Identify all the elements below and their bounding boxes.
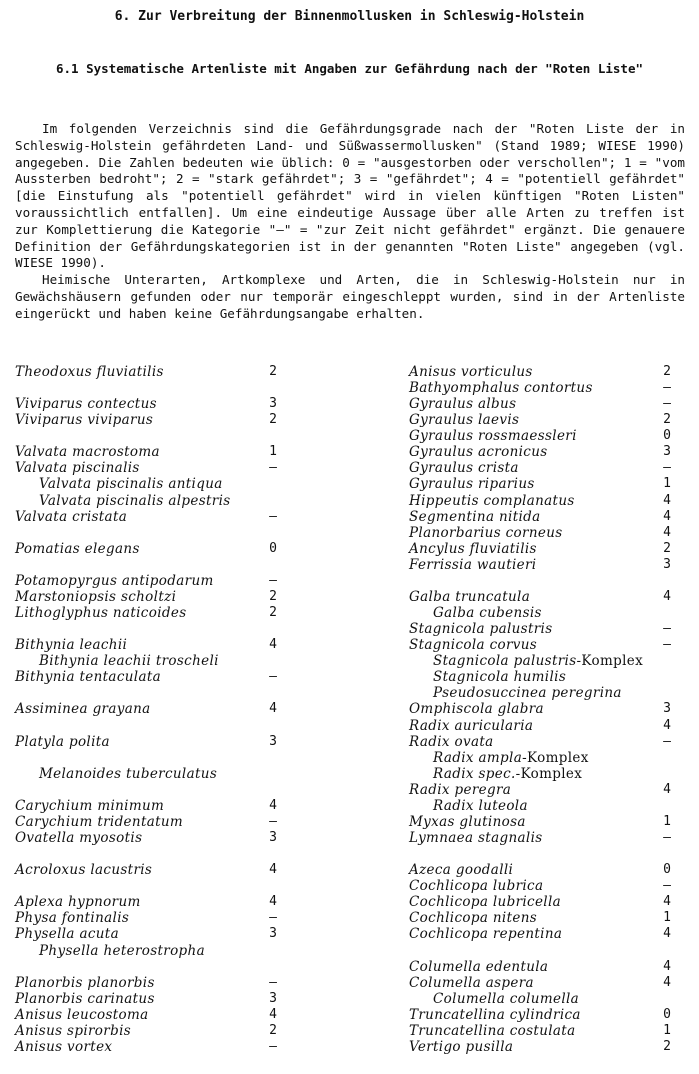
species-name: Stagnicola corvus bbox=[409, 637, 538, 654]
species-name: Myxas glutinosa bbox=[409, 813, 526, 830]
species-entry bbox=[15, 605, 315, 621]
species-entry bbox=[409, 653, 699, 669]
species-entry bbox=[409, 396, 699, 412]
species-name: Planorbis carinatus bbox=[15, 990, 155, 1007]
species-entry bbox=[409, 798, 699, 814]
intro-paragraph-2: Heimische Unterarten, Artkomplexe und Arten, die in Schleswig-Holstein nur in Gewächshäusern gefunden oder nur temporär eingeschleppt wurden, sind in der Artenliste eingerückt und haben keine Gefährdungsangabe erhalten. bbox=[15, 272, 685, 321]
species-entry bbox=[409, 589, 699, 605]
section-heading: 6. Zur Verbreitung der Binnenmollusken in Schleswig-Holstein bbox=[114, 9, 585, 24]
species-name: Valvata macrostoma bbox=[15, 444, 160, 461]
threat-category: 2 bbox=[663, 540, 671, 556]
threat-category: 3 bbox=[663, 444, 671, 460]
species-entry bbox=[15, 653, 315, 669]
species-entry bbox=[409, 862, 699, 878]
species-name: Physella heterostropha bbox=[39, 942, 205, 959]
threat-category: – bbox=[663, 830, 671, 846]
species-entry bbox=[15, 412, 315, 428]
species-name: Bathyomphalus contortus bbox=[409, 380, 593, 397]
complex-suffix: -Komplex bbox=[522, 749, 589, 766]
species-entry bbox=[409, 718, 699, 734]
species-entry bbox=[15, 493, 315, 509]
species-entry bbox=[15, 766, 315, 782]
species-entry bbox=[15, 943, 315, 959]
species-name: Cochlicopa repentina bbox=[409, 926, 563, 943]
species-entry bbox=[15, 444, 315, 460]
threat-category: – bbox=[269, 669, 277, 685]
species-name: Cochlicopa lubricella bbox=[409, 894, 562, 911]
species-entry bbox=[409, 830, 699, 846]
threat-category: 1 bbox=[663, 476, 671, 492]
species-name: Anisus leucostoma bbox=[15, 1006, 149, 1023]
species-entry bbox=[15, 701, 315, 717]
species-name: Bithynia leachii bbox=[15, 637, 128, 654]
threat-category: 4 bbox=[269, 797, 277, 813]
species-entry bbox=[409, 734, 699, 750]
threat-category: 2 bbox=[663, 364, 671, 379]
species-entry bbox=[15, 509, 315, 525]
species-name: Gyraulus acronicus bbox=[409, 444, 548, 461]
species-entry bbox=[409, 878, 699, 894]
threat-category: – bbox=[663, 878, 671, 894]
threat-category: 3 bbox=[663, 556, 671, 572]
species-entry bbox=[409, 428, 699, 444]
species-name: Radix ampla-Komplex bbox=[433, 749, 589, 766]
species-name: Gyraulus crista bbox=[409, 460, 519, 477]
species-name: Omphiscola glabra bbox=[409, 701, 544, 718]
threat-category: 2 bbox=[269, 412, 277, 428]
threat-category: 4 bbox=[269, 894, 277, 910]
species-name: Carychium minimum bbox=[15, 797, 165, 814]
threat-category: 4 bbox=[269, 1006, 277, 1022]
threat-category: – bbox=[663, 380, 671, 396]
species-entry bbox=[409, 991, 699, 1007]
threat-category: – bbox=[663, 460, 671, 476]
species-name: Lymnaea stagnalis bbox=[409, 830, 543, 847]
species-entry bbox=[15, 1007, 315, 1023]
species-entry bbox=[409, 685, 699, 701]
species-name: Pomatias elegans bbox=[15, 540, 140, 557]
species-entry bbox=[409, 814, 699, 830]
species-name: Truncatellina costulata bbox=[409, 1022, 576, 1039]
species-name: Valvata piscinalis antiqua bbox=[39, 476, 223, 493]
species-name: Radix ovata bbox=[409, 733, 494, 750]
species-entry bbox=[15, 798, 315, 814]
species-entry bbox=[15, 894, 315, 910]
species-entry bbox=[409, 910, 699, 926]
species-entry bbox=[409, 701, 699, 717]
threat-category: 4 bbox=[663, 781, 671, 797]
species-name: Pseudosuccinea peregrina bbox=[433, 685, 622, 702]
species-entry bbox=[15, 991, 315, 1007]
species-name: Assiminea grayana bbox=[15, 701, 151, 718]
species-entry bbox=[15, 926, 315, 942]
threat-category: 4 bbox=[269, 637, 277, 653]
threat-category: – bbox=[663, 396, 671, 412]
species-entry bbox=[15, 830, 315, 846]
species-entry bbox=[15, 1023, 315, 1039]
species-entry bbox=[409, 493, 699, 509]
species-name: Theodoxus fluviatilis bbox=[15, 364, 164, 380]
species-entry bbox=[409, 637, 699, 653]
intro-paragraph-1: Im folgenden Verzeichnis sind die Gefährdungsgrade nach der "Roten Liste der in Schleswig-Holstein gefährdeten Land- und Süßwassermollusken" (Stand 1989; WIESE 1990) angegeben. Die Zahlen bedeuten wie üblich: 0 = "ausgestorben oder verschollen"; 1 = "vom Aussterben bedroht"; 2 = "stark gefährdet"; 3 = "gefährdet"; 4 = "potentiell gefährdet" [die Einstufung als "potentiell gefährdet" wird in vielen künftigen "Roten Listen" voraussichtlich entfallen]. Um eine eindeutige Aussage über alle Arten zu treffen ist zur Komplettierung die Kategorie "–" = "zur Zeit nicht gefährdet" ergänzt. Die genauere Definition der Gefährdungskategorien ist in der genannten "Roten Liste" angegeben (vgl. WIESE 1990). bbox=[15, 121, 685, 271]
complex-suffix: -Komplex bbox=[515, 765, 583, 782]
threat-category: 2 bbox=[269, 1022, 277, 1038]
species-name: Physella acuta bbox=[15, 926, 119, 943]
species-entry bbox=[15, 910, 315, 926]
threat-category: 4 bbox=[663, 894, 671, 910]
species-entry bbox=[409, 444, 699, 460]
species-name: Marstoniopsis scholtzi bbox=[15, 588, 177, 605]
species-name: Valvata piscinalis alpestris bbox=[39, 492, 231, 509]
threat-category: 4 bbox=[663, 958, 671, 974]
species-entry bbox=[409, 380, 699, 396]
subsection-heading: 6.1 Systematische Artenliste mit Angaben zur Gefährdung nach der "Roten Liste" bbox=[56, 61, 643, 76]
species-entry bbox=[15, 364, 315, 380]
species-entry bbox=[15, 541, 315, 557]
threat-category: 1 bbox=[269, 444, 277, 460]
threat-category: – bbox=[269, 572, 277, 588]
threat-category: 4 bbox=[663, 588, 671, 604]
threat-category: 4 bbox=[663, 717, 671, 733]
threat-category: 4 bbox=[269, 701, 277, 717]
complex-suffix: -Komplex bbox=[576, 653, 644, 670]
species-name: Gyraulus rossmaessleri bbox=[409, 428, 577, 445]
species-entry bbox=[15, 1039, 315, 1055]
species-name: Hippeutis complanatus bbox=[409, 492, 575, 509]
species-name: Stagnicola palustris bbox=[409, 621, 553, 638]
species-name: Radix peregra bbox=[409, 781, 512, 798]
intro-text bbox=[15, 121, 685, 323]
species-name: Gyraulus albus bbox=[409, 396, 517, 413]
threat-category: 0 bbox=[269, 540, 277, 556]
species-name: Segmentina nitida bbox=[409, 508, 541, 525]
threat-category: 4 bbox=[663, 508, 671, 524]
species-entry bbox=[409, 1007, 699, 1023]
species-name: Radix spec.-Komplex bbox=[433, 765, 583, 782]
species-entry bbox=[409, 894, 699, 910]
species-name: Anisus spirorbis bbox=[15, 1022, 132, 1039]
threat-category: – bbox=[269, 974, 277, 990]
threat-category: – bbox=[269, 1038, 277, 1054]
species-entry bbox=[409, 926, 699, 942]
species-name: Galba cubensis bbox=[433, 605, 542, 622]
species-entry bbox=[409, 364, 699, 380]
species-entry bbox=[409, 669, 699, 685]
threat-category: – bbox=[663, 621, 671, 637]
species-entry bbox=[409, 541, 699, 557]
species-name: Lithoglyphus naticoides bbox=[15, 605, 187, 622]
species-name: Ovatella myosotis bbox=[15, 830, 143, 847]
species-name: Melanoides tuberculatus bbox=[39, 765, 218, 782]
threat-category: 0 bbox=[663, 1006, 671, 1022]
species-name: Carychium tridentatum bbox=[15, 813, 184, 830]
species-name: Potamopyrgus antipodarum bbox=[15, 572, 214, 589]
species-name: Aplexa hypnorum bbox=[15, 894, 141, 911]
species-name: Acroloxus lacustris bbox=[15, 862, 153, 879]
threat-category: 3 bbox=[663, 701, 671, 717]
threat-category: – bbox=[269, 508, 277, 524]
threat-category: – bbox=[663, 637, 671, 653]
species-name: Bithynia leachii troscheli bbox=[39, 653, 219, 670]
species-name: Anisus vorticulus bbox=[409, 364, 533, 380]
species-name: Stagnicola humilis bbox=[433, 669, 567, 686]
species-entry bbox=[15, 975, 315, 991]
threat-category: 2 bbox=[663, 1038, 671, 1054]
species-entry bbox=[409, 509, 699, 525]
species-entry bbox=[15, 396, 315, 412]
threat-category: 2 bbox=[269, 605, 277, 621]
threat-category: 3 bbox=[269, 990, 277, 1006]
species-name: Valvata cristata bbox=[15, 508, 128, 525]
species-name: Physa fontinalis bbox=[15, 910, 130, 927]
threat-category: 3 bbox=[269, 830, 277, 846]
species-entry bbox=[409, 557, 699, 573]
species-entry bbox=[409, 766, 699, 782]
species-name: Viviparus viviparus bbox=[15, 412, 154, 429]
species-name: Gyraulus laevis bbox=[409, 412, 520, 429]
species-name: Valvata piscinalis bbox=[15, 460, 140, 477]
threat-category: 2 bbox=[269, 364, 277, 379]
threat-category: 4 bbox=[663, 974, 671, 990]
species-entry bbox=[15, 637, 315, 653]
threat-category: – bbox=[269, 460, 277, 476]
species-name: Truncatellina cylindrica bbox=[409, 1006, 581, 1023]
species-name: Bithynia tentaculata bbox=[15, 669, 162, 686]
species-name: Vertigo pusilla bbox=[409, 1038, 514, 1055]
species-entry bbox=[409, 460, 699, 476]
species-entry bbox=[15, 476, 315, 492]
threat-category: 3 bbox=[269, 396, 277, 412]
species-entry bbox=[409, 959, 699, 975]
species-entry bbox=[15, 573, 315, 589]
species-entry bbox=[409, 605, 699, 621]
threat-category: 1 bbox=[663, 1022, 671, 1038]
species-name: Planorbarius corneus bbox=[409, 524, 563, 541]
species-entry bbox=[409, 782, 699, 798]
species-name: Anisus vortex bbox=[15, 1038, 113, 1055]
threat-category: 4 bbox=[269, 862, 277, 878]
species-name: Cochlicopa lubrica bbox=[409, 878, 544, 895]
species-name: Galba truncatula bbox=[409, 588, 531, 605]
species-entry bbox=[15, 669, 315, 685]
species-name: Radix luteola bbox=[433, 797, 528, 814]
threat-category: 4 bbox=[663, 492, 671, 508]
species-entry bbox=[15, 589, 315, 605]
threat-category: 3 bbox=[269, 926, 277, 942]
species-name: Columella aspera bbox=[409, 974, 534, 991]
species-entry bbox=[15, 862, 315, 878]
species-entry bbox=[409, 525, 699, 541]
threat-category: – bbox=[663, 733, 671, 749]
species-entry bbox=[409, 476, 699, 492]
species-name: Platyla polita bbox=[15, 733, 110, 750]
species-name: Columella edentula bbox=[409, 958, 549, 975]
threat-category: 2 bbox=[269, 588, 277, 604]
threat-category: 4 bbox=[663, 524, 671, 540]
species-name: Columella columella bbox=[433, 990, 580, 1007]
threat-category: 1 bbox=[663, 813, 671, 829]
threat-category: 1 bbox=[663, 910, 671, 926]
threat-category: – bbox=[269, 813, 277, 829]
species-entry bbox=[15, 814, 315, 830]
species-entry bbox=[409, 412, 699, 428]
species-entry bbox=[15, 734, 315, 750]
species-name: Viviparus contectus bbox=[15, 396, 157, 413]
species-name: Ferrissia wautieri bbox=[409, 556, 537, 573]
species-name: Cochlicopa nitens bbox=[409, 910, 538, 927]
species-entry bbox=[409, 1023, 699, 1039]
threat-category: 2 bbox=[663, 412, 671, 428]
threat-category: – bbox=[269, 910, 277, 926]
species-entry bbox=[409, 1039, 699, 1055]
species-entry bbox=[409, 621, 699, 637]
species-entry bbox=[409, 750, 699, 766]
threat-category: 3 bbox=[269, 733, 277, 749]
species-name: Radix auricularia bbox=[409, 717, 534, 734]
species-name: Stagnicola palustris-Komplex bbox=[433, 653, 644, 670]
threat-category: 0 bbox=[663, 862, 671, 878]
species-name: Azeca goodalli bbox=[409, 862, 514, 879]
threat-category: 0 bbox=[663, 428, 671, 444]
species-name: Gyraulus riparius bbox=[409, 476, 535, 493]
threat-category: 4 bbox=[663, 926, 671, 942]
species-entry bbox=[15, 460, 315, 476]
species-entry bbox=[409, 975, 699, 991]
species-name: Ancylus fluviatilis bbox=[409, 540, 537, 557]
species-name: Planorbis planorbis bbox=[15, 974, 155, 991]
